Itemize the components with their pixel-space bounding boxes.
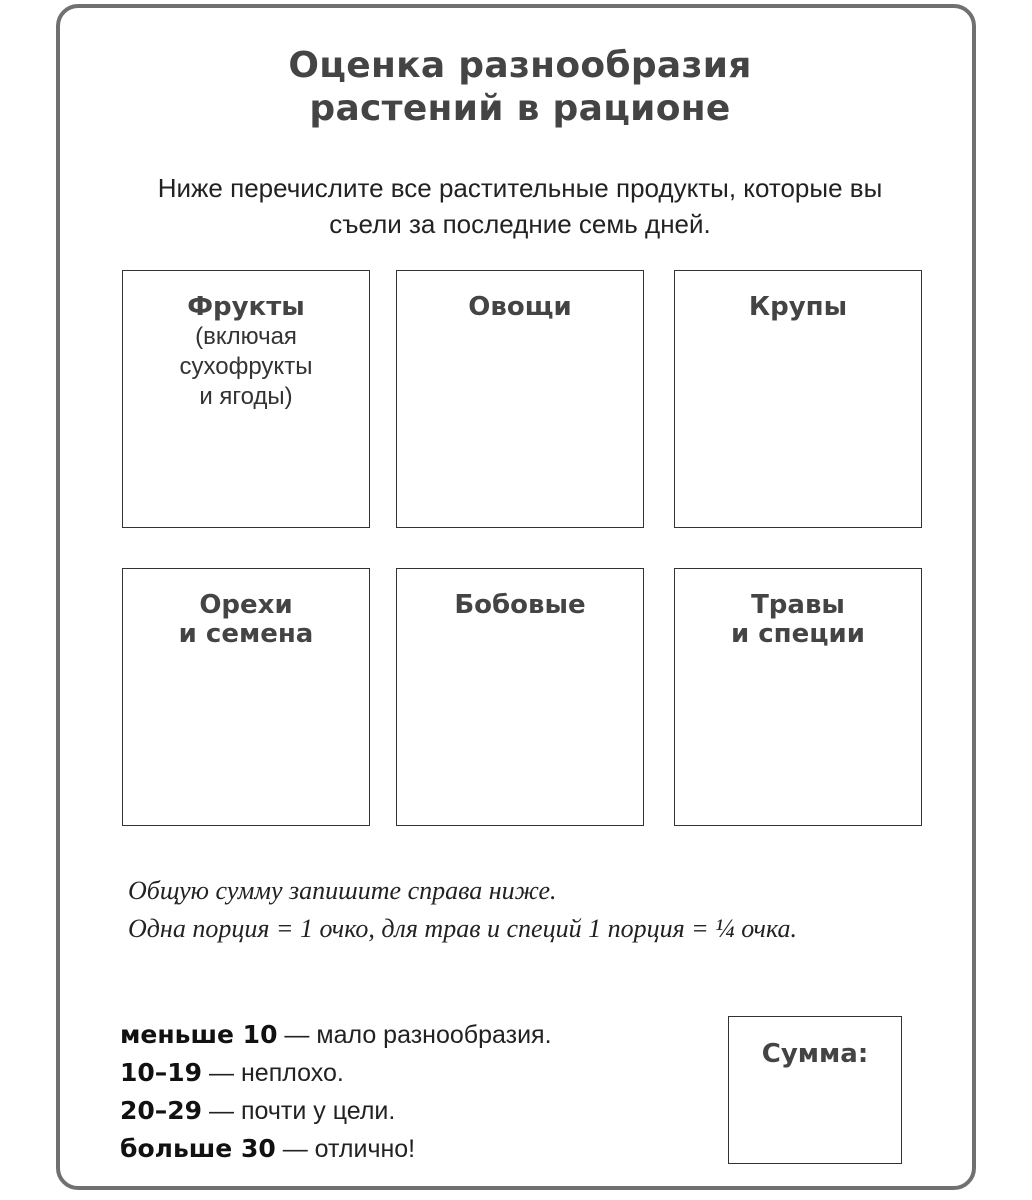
scale-row — [120, 1016, 680, 1054]
box-herbs-spices-title — [675, 591, 921, 649]
box-nuts-seeds-title — [123, 591, 369, 649]
scoring-note-line-2: Одна порция = 1 очко, для трав и специй 1 порция = ¼ очка. — [128, 914, 797, 943]
box-grains[interactable] — [674, 270, 922, 528]
scale-text: — неплохо. — [202, 1059, 344, 1087]
box-nuts-seeds-title-line-1: Орехи — [199, 590, 293, 620]
worksheet-title — [60, 44, 980, 130]
total-sum-label: Сумма: — [761, 1039, 869, 1069]
scale-text: — отлично! — [275, 1135, 416, 1163]
box-fruits-sub-line-1: (включая — [195, 323, 297, 350]
scale-text: — мало разнообразия. — [277, 1021, 552, 1049]
box-herbs-spices-title-line-2: и специи — [731, 619, 865, 649]
box-vegetables-title: Овощи — [468, 292, 572, 322]
instructions — [60, 170, 980, 242]
box-vegetables[interactable] — [396, 270, 644, 528]
box-fruits[interactable] — [122, 270, 370, 528]
instructions-line-1: Ниже перечислите все растительные продукты, которые вы — [157, 173, 883, 203]
box-nuts-seeds-title-line-2: и семена — [178, 619, 314, 649]
scale-range: 20–29 — [120, 1096, 203, 1125]
scale-range: меньше 10 — [120, 1020, 278, 1049]
scale-row — [120, 1054, 680, 1092]
box-fruits-sub-line-3: и ягоды) — [199, 383, 293, 410]
box-fruits-sub-line-2: сухофрукты — [179, 353, 313, 380]
scale-row — [120, 1092, 680, 1130]
box-nuts-seeds[interactable] — [122, 568, 370, 826]
scale-range: 10–19 — [120, 1058, 203, 1087]
scale-row — [120, 1130, 680, 1168]
scoring-note-line-1: Общую сумму запишите справа ниже. — [128, 876, 557, 905]
box-legumes[interactable] — [396, 568, 644, 826]
total-sum-box[interactable] — [728, 1016, 902, 1164]
scoring-note — [128, 872, 968, 948]
box-legumes-title: Бобовые — [454, 590, 586, 620]
scale-range: больше 30 — [120, 1134, 276, 1163]
box-herbs-spices[interactable] — [674, 568, 922, 826]
score-scale — [120, 1016, 680, 1168]
box-fruits-title: Фрукты — [187, 292, 305, 322]
box-grains-title: Крупы — [748, 292, 848, 322]
box-fruits-subtitle — [123, 322, 369, 412]
instructions-line-2: съели за последние семь дней. — [329, 209, 711, 239]
scale-text: — почти у цели. — [202, 1097, 396, 1125]
box-herbs-spices-title-line-1: Травы — [751, 590, 845, 620]
worksheet-card — [56, 4, 976, 1190]
title-line-2: растений в рационе — [309, 88, 731, 129]
title-line-1: Оценка разнообразия — [288, 45, 752, 86]
